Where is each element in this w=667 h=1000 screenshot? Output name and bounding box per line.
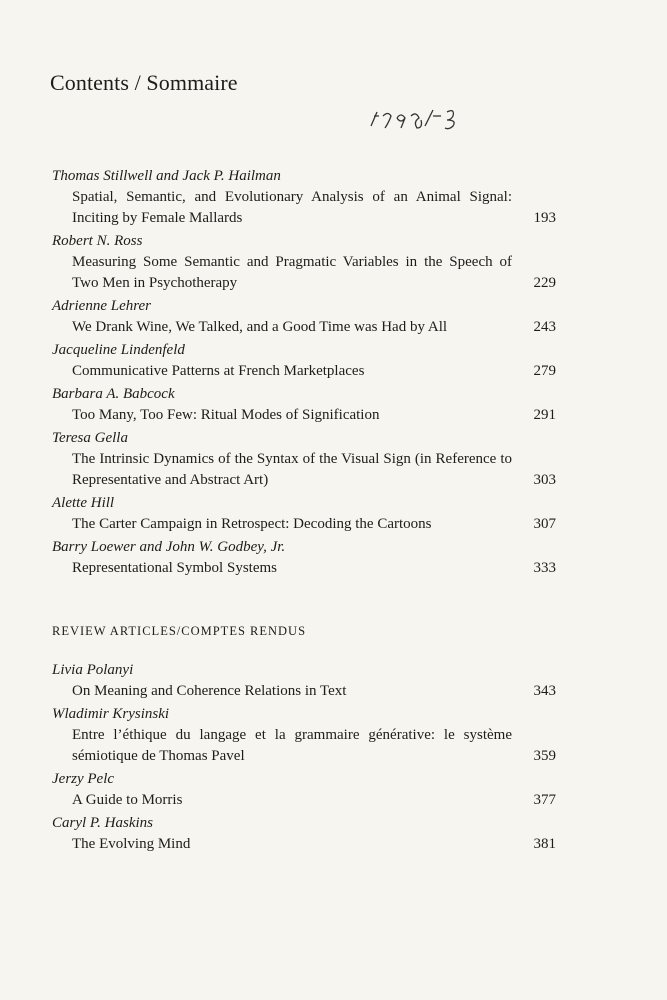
entry-author: Jacqueline Lindenfeld (52, 342, 185, 358)
entry-author: Barry Loewer and John W. Godbey, Jr. (52, 539, 286, 555)
entry-title: We Drank Wine, We Talked, and a Good Time was Had by All (72, 319, 448, 335)
toc-entry (52, 296, 556, 338)
entry-title: The Carter Campaign in Retrospect: Decoding the Cartoons (72, 516, 432, 532)
entry-title: A Guide to Morris (72, 792, 183, 808)
entry-page-number: 333 (533, 560, 556, 576)
toc-entry (52, 537, 556, 579)
entry-page-number: 377 (533, 792, 556, 808)
entry-author: Teresa Gella (52, 430, 128, 446)
toc-entry (52, 493, 556, 535)
entry-page-number: 291 (533, 407, 556, 423)
entry-page-number: 303 (533, 472, 556, 488)
entry-title: On Meaning and Coherence Relations in Text (72, 683, 347, 699)
entry-title-row (52, 187, 556, 229)
contents-list (52, 166, 556, 581)
toc-entry (52, 428, 556, 491)
entry-page-number: 343 (533, 683, 556, 699)
entry-title-row (52, 317, 556, 338)
entry-title-row (52, 834, 556, 855)
entry-page-number: 359 (533, 748, 556, 764)
entry-title-row (52, 681, 556, 702)
page-title: Contents / Sommaire (50, 70, 238, 95)
entry-title-row (52, 361, 556, 382)
toc-entry (52, 166, 556, 229)
entry-author: Robert N. Ross (52, 233, 143, 249)
entry-page-number: 243 (533, 319, 556, 335)
handwritten-note (367, 104, 467, 134)
entry-title-row (52, 405, 556, 426)
toc-entry (52, 813, 556, 855)
entry-title: Measuring Some Semantic and Pragmatic Variables in the Speech of Two Men in Psychotherapy (72, 254, 512, 291)
entry-title-row (52, 725, 556, 767)
toc-entry (52, 704, 556, 767)
entry-author: Barbara A. Babcock (52, 386, 175, 402)
toc-entry (52, 231, 556, 294)
entry-author: Livia Polanyi (52, 662, 134, 678)
reviews-list (52, 660, 556, 857)
entry-title: The Evolving Mind (72, 836, 191, 852)
entry-title-row (52, 558, 556, 579)
toc-entry (52, 340, 556, 382)
entry-title: Too Many, Too Few: Ritual Modes of Signification (72, 407, 380, 423)
entry-title-row (52, 252, 556, 294)
review-section-heading: REVIEW ARTICLES/COMPTES RENDUS (52, 624, 307, 638)
entry-author: Wladimir Krysinski (52, 706, 170, 722)
entry-author: Adrienne Lehrer (52, 298, 152, 314)
entry-page-number: 193 (533, 210, 556, 226)
entry-title-row (52, 449, 556, 491)
entry-page-number: 279 (533, 363, 556, 379)
entry-page-number: 307 (533, 516, 556, 532)
entry-title: Spatial, Semantic, and Evolutionary Analysis of an Animal Signal: Inciting by Female Mallards (72, 189, 512, 226)
entry-title: Communicative Patterns at French Marketplaces (72, 363, 365, 379)
entry-title: Representational Symbol Systems (72, 560, 277, 576)
entry-title-row (52, 514, 556, 535)
entry-author: Thomas Stillwell and Jack P. Hailman (52, 168, 281, 184)
toc-entry (52, 384, 556, 426)
toc-entry (52, 769, 556, 811)
entry-author: Caryl P. Haskins (52, 815, 153, 831)
entry-title: The Intrinsic Dynamics of the Syntax of the Visual Sign (in Reference to Representative and Abstract Art) (72, 451, 512, 488)
entry-title: Entre l’éthique du langage et la grammaire générative: le système sémiotique de Thomas Pavel (72, 727, 512, 764)
toc-entry (52, 660, 556, 702)
entry-author: Jerzy Pelc (52, 771, 115, 787)
entry-title-row (52, 790, 556, 811)
entry-page-number: 381 (533, 836, 556, 852)
entry-page-number: 229 (533, 275, 556, 291)
entry-author: Alette Hill (52, 495, 115, 511)
